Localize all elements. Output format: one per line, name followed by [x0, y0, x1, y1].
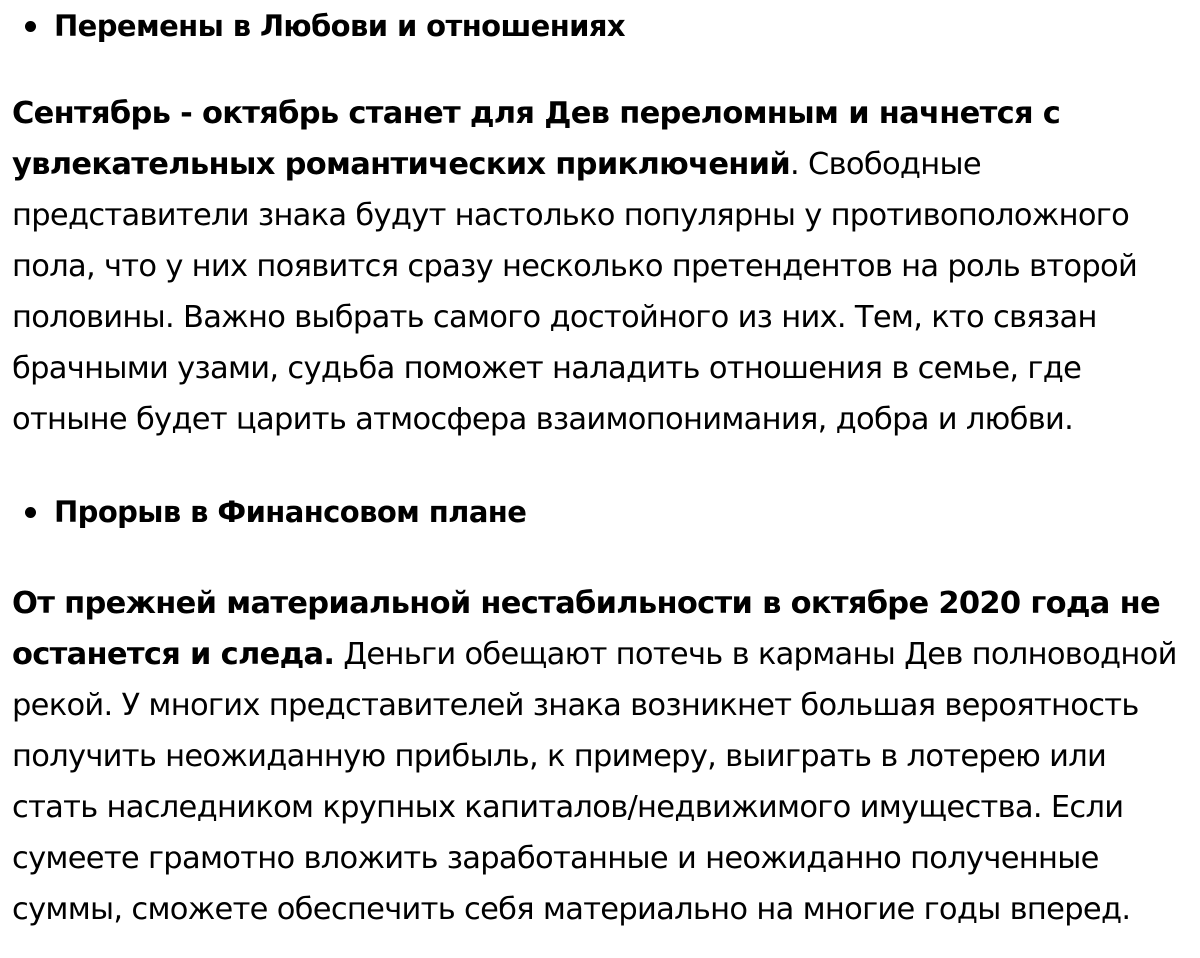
paragraph-lead-love: Сентябрь - октябрь станет для Дев переломным и начнется с увлекательных романтических приключений: [12, 96, 1061, 182]
paragraph-body-love: . Свободные представители знака будут настолько популярны у противоположного пола, что у них появится сразу несколько претендентов на роль второй половины. Важно выбрать самого достойного из них. Тем, кто связан брачными узами, судьба поможет наладить отношения в семье, где отныне будет царить атмосфера взаимопонимания, добра и любви.: [12, 147, 1138, 437]
section-heading-finance: Прорыв в Финансовом плане: [54, 495, 527, 529]
bullet-icon: [25, 21, 36, 32]
list-item-love: [0, 0, 1200, 52]
bullet-icon: [25, 507, 36, 518]
section-heading-love: Перемены в Любови и отношениях: [54, 9, 626, 43]
paragraph-love: [12, 88, 1198, 445]
paragraph-lead-finance: От прежней материальной нестабильности в октябре 2020 года не останется и следа.: [12, 586, 1160, 672]
list-item-finance: [0, 486, 1200, 538]
paragraph-body-finance: Деньги обещают потечь в карманы Дев полноводной рекой. У многих представителей знака возникнет большая вероятность получить неожиданную прибыль, к примеру, выиграть в лотерею или стать наследником крупных капиталов/недвижимого имущества. Если сумеете грамотно вложить заработанные и неожиданно полученные суммы, сможете обеспечить себя материально на многие годы вперед.: [12, 637, 1177, 927]
paragraph-finance: [12, 578, 1198, 935]
